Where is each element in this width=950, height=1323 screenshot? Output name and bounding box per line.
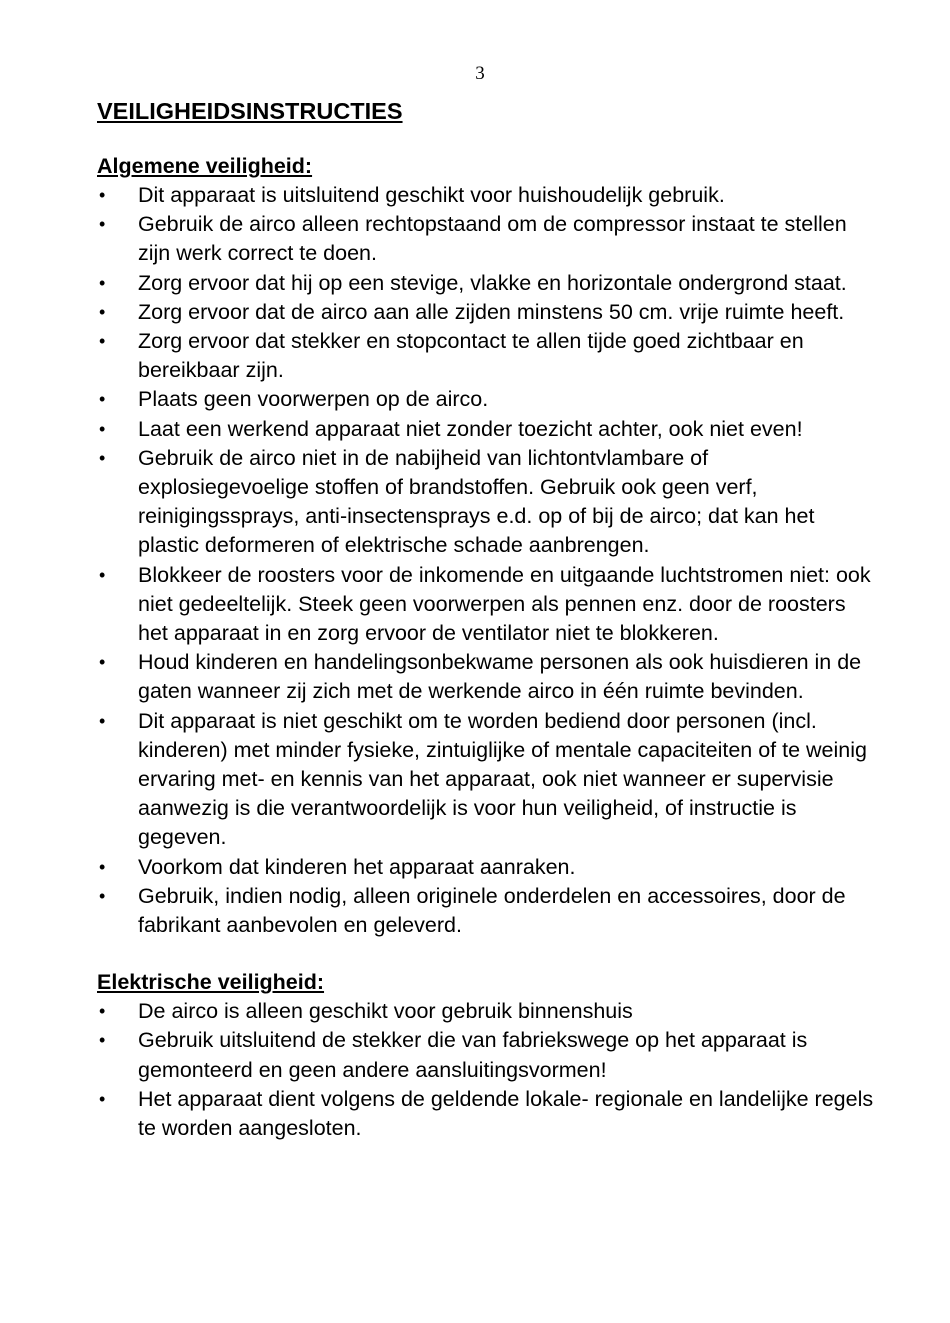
list-item (97, 1026, 877, 1084)
list-item (97, 444, 877, 561)
bullet-icon: • (99, 1088, 106, 1109)
list-item-text: De airco is alleen geschikt voor gebruik binnenshuis (138, 999, 633, 1024)
document-content (97, 96, 877, 1143)
bullet-list (97, 997, 877, 1143)
list-item-text: Laat een werkend apparaat niet zonder toezicht achter, ook niet even! (138, 416, 803, 441)
bullet-icon: • (99, 1001, 106, 1022)
list-item-text: Gebruik, indien nodig, alleen originele onderdelen en accessoires, door de fabrikant aanbevolen en geleverd. (138, 883, 846, 938)
bullet-icon: • (99, 447, 106, 468)
list-item-text: Gebruik de airco alleen rechtopstaand om de compressor instaat te stellen zijn werk correct te doen. (138, 212, 847, 266)
list-item (97, 327, 877, 385)
list-item-text: Gebruik de airco niet in de nabijheid van lichtontvlambare of explosiegevoelige stoffen of brandstoffen. Gebruik ook geen verf, reinigingssprays, anti-insectensprays e.d. op of bij de airco; dat kan het plastic deformeren of elektrische schade aanbrengen. (138, 445, 815, 558)
list-item-text: Zorg ervoor dat stekker en stopcontact te allen tijde goed zichtbaar en bereikbaar zijn. (138, 329, 804, 383)
bullet-icon: • (99, 301, 106, 322)
list-item-text: Dit apparaat is uitsluitend geschikt voor huishoudelijk gebruik. (138, 183, 725, 207)
bullet-icon: • (99, 272, 106, 293)
list-item-text: Plaats geen voorwerpen op de airco. (138, 387, 489, 412)
bullet-icon: • (99, 418, 106, 439)
page-title: VEILIGHEIDSINSTRUCTIES (97, 98, 403, 124)
bullet-icon: • (99, 885, 106, 906)
list-item (97, 1085, 877, 1143)
section-heading: Algemene veiligheid: (97, 154, 313, 178)
bullet-icon: • (99, 185, 106, 205)
list-item (97, 561, 877, 649)
list-item (97, 707, 877, 853)
bullet-icon: • (99, 389, 106, 410)
list-item (97, 298, 877, 327)
section-electrical-safety (97, 968, 877, 1143)
list-item (97, 853, 877, 882)
list-item-text: Dit apparaat is niet geschikt om te worden bediend door personen (incl. kinderen) met minder fysieke, zintuiglijke of mentale capaciteiten of te weinig ervaring met- en kennis van het apparaat, ook niet wanneer er supervisie aanwezig is die verantwoordelijk is voor hun veiligheid, of instructie is gegeven. (138, 708, 867, 850)
section-heading: Elektrische veiligheid: (97, 970, 325, 995)
list-item (97, 181, 877, 210)
bullet-icon: • (99, 214, 106, 235)
list-item (97, 997, 877, 1026)
list-item-text: Voorkom dat kinderen het apparaat aanraken. (138, 854, 576, 879)
list-item (97, 269, 877, 298)
list-item (97, 648, 877, 706)
list-item-text: Het apparaat dient volgens de geldende lokale- regionale en landelijke regels te worden aangesloten. (138, 1086, 874, 1141)
list-item-text: Houd kinderen en handelingsonbekwame personen als ook huisdieren in de gaten wanneer zij zich met de werkende airco in één ruimte bevinden. (138, 650, 862, 704)
bullet-list (97, 181, 877, 940)
bullet-icon: • (99, 1030, 106, 1051)
bullet-icon: • (99, 710, 106, 731)
page-number: 3 (475, 63, 485, 84)
list-item (97, 882, 877, 940)
list-item (97, 385, 877, 414)
list-item-text: Blokkeer de roosters voor de inkomende en uitgaande luchtstromen niet: ook niet gedeeltelijk. Steek geen voorwerpen als pennen enz. door de roosters het apparaat in en zorg ervoor de ventilator niet te blokkeren. (138, 562, 871, 646)
list-item (97, 415, 877, 444)
bullet-icon: • (99, 564, 106, 585)
list-item-text: Gebruik uitsluitend de stekker die van fabriekswege op het apparaat is gemonteerd en geen andere aansluitingsvormen! (138, 1028, 808, 1082)
bullet-icon: • (99, 652, 106, 673)
list-item-text: Zorg ervoor dat de airco aan alle zijden minstens 50 cm. vrije ruimte heeft. (138, 299, 845, 324)
bullet-icon: • (99, 856, 106, 877)
bullet-icon: • (99, 331, 106, 352)
list-item-text: Zorg ervoor dat hij op een stevige, vlakke en horizontale ondergrond staat. (138, 270, 847, 295)
section-general-safety (97, 152, 877, 940)
list-item (97, 210, 877, 268)
